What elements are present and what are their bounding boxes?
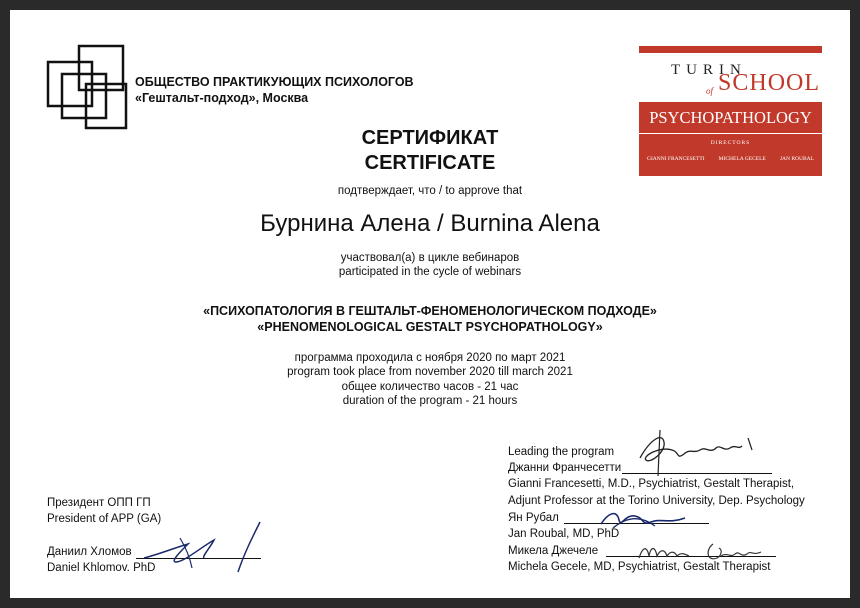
approve-text: подтверждает, что / to approve that	[337, 185, 523, 197]
program-hours-ru: общее количество часов - 21 час	[341, 381, 519, 393]
gecele-credentials: Michela Gecele, MD, Psychiatrist, Gestalt Therapist	[508, 561, 771, 573]
course-title-ru: «ПСИХОПАТОЛОГИЯ В ГЕШТАЛЬТ-ФЕНОМЕНОЛОГИЧЕСКОМ ПОДХОДЕ»	[203, 304, 657, 318]
president-name-en: Daniel Khlomov. PhD	[47, 562, 156, 574]
leading-label: Leading the program	[508, 446, 615, 458]
logo-school-text: SCHOOL	[718, 70, 821, 96]
logo-of-text: of	[706, 86, 714, 96]
certificate-title-ru: СЕРТИФИКАТ	[361, 127, 499, 149]
program-hours-en: duration of the program - 21 hours	[342, 395, 518, 407]
certificate-title-en: CERTIFICATE	[364, 152, 496, 174]
course-title-en: «PHENOMENOLOGICAL GESTALT PSYCHOPATHOLOGY»	[257, 320, 603, 334]
president-role-ru: Президент ОПП ГП	[47, 497, 151, 509]
president-role-en: President of APP (GA)	[47, 513, 162, 525]
president-name-ru: Даниил Хломов	[47, 546, 132, 558]
recipient-name: Бурнина Алена / Burnina Alena	[260, 210, 600, 237]
khlomov-signature	[140, 518, 270, 576]
organization-name-line1: ОБЩЕСТВО ПРАКТИКУЮЩИХ ПСИХОЛОГОВ	[135, 75, 414, 89]
logo-psychopathology-text: PSYCHOPATHOLOGY	[649, 108, 812, 127]
francesetti-signature	[620, 420, 780, 480]
program-dates-en: program took place from november 2020 till march 2021	[287, 366, 573, 378]
gecele-name-ru: Микела Джечеле	[508, 545, 599, 557]
overlapping-squares-logo-icon	[46, 44, 132, 130]
francesetti-position: Adjunt Professor at the Torino University, Dep. Psychology	[508, 495, 805, 507]
organization-name	[135, 74, 414, 106]
francesetti-credentials: Gianni Francesetti, M.D., Psychiatrist, Gestalt Therapist,	[508, 478, 795, 490]
logo-director-name: MICHELA GECELE	[718, 156, 766, 162]
logo-directors-label: DIRECTORS	[710, 140, 751, 146]
logo-top-bar	[639, 46, 822, 53]
organization-name-line2: «Гештальт-подход», Москва	[135, 91, 309, 105]
francesetti-name-ru: Джанни Франчесетти	[508, 462, 622, 474]
roubal-name-ru: Ян Рубал	[508, 512, 559, 524]
roubal-signature	[595, 504, 695, 534]
participated-ru: участвовал(а) в цикле вебинаров	[340, 252, 520, 264]
gecele-signature	[635, 536, 775, 566]
program-dates-ru: программа проходила с ноября 2020 по март 2021	[294, 352, 566, 364]
logo-director-name: JAN ROUBAL	[779, 156, 814, 162]
logo-director-name: GIANNI FRANCESETTI	[647, 156, 705, 162]
roubal-credentials: Jan Roubal, MD, PhD	[508, 528, 620, 540]
logo-turin-text: TURIN	[671, 62, 747, 78]
participated-en: participated in the cycle of webinars	[338, 266, 522, 278]
